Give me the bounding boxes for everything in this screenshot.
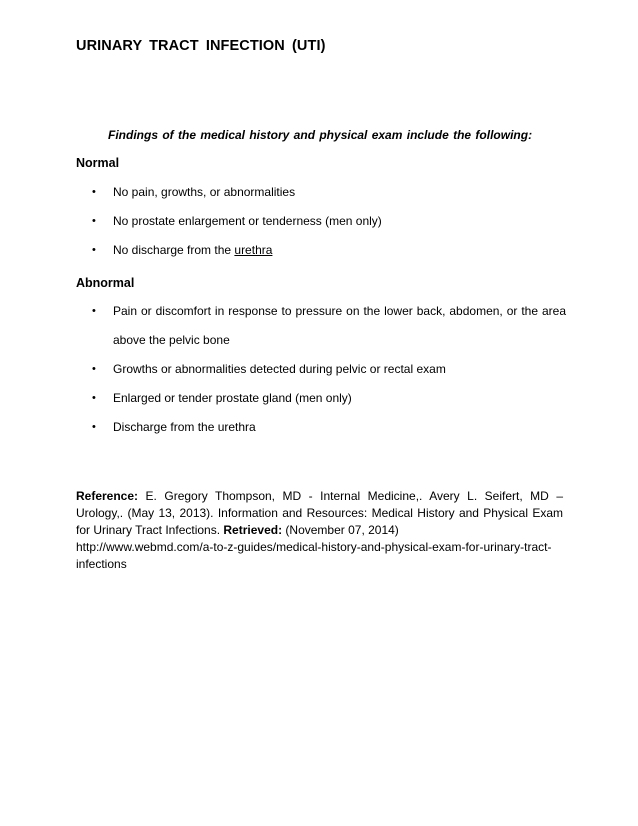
urethra-link[interactable]: urethra — [234, 243, 273, 257]
bullet-icon: • — [92, 244, 96, 256]
normal-findings-list — [76, 178, 566, 265]
findings-subtitle: Findings of the medical history and physical exam include the following: — [108, 128, 533, 142]
bullet-icon: • — [92, 363, 96, 375]
retrieved-date: (November 07, 2014) — [282, 523, 399, 537]
bullet-icon: • — [92, 421, 96, 433]
retrieved-label: Retrieved: — [223, 523, 283, 537]
bullet-icon: • — [92, 305, 96, 317]
list-item: • Enlarged or tender prostate gland (men only) — [76, 384, 566, 413]
bullet-icon: • — [92, 392, 96, 404]
list-item: • Growths or abnormalities detected during pelvic or rectal exam — [76, 355, 566, 384]
list-item: • No pain, growths, or abnormalities — [76, 178, 566, 207]
abnormal-heading: Abnormal — [76, 276, 135, 290]
abnormal-findings-list — [76, 297, 566, 442]
reference-label: Reference: — [76, 489, 139, 503]
list-item: • Pain or discomfort in response to pressure on the lower back, abdomen, or the area above the pelvic bone — [76, 297, 566, 355]
bullet-icon: • — [92, 186, 96, 198]
normal-heading: Normal — [76, 156, 120, 170]
reference-url[interactable]: http://www.webmd.com/a-to-z-guides/medical-history-and-physical-exam-for-urinary-tract-infections — [76, 540, 552, 571]
bullet-icon: • — [92, 215, 96, 227]
list-item: • No discharge from the urethra — [76, 236, 566, 265]
reference-block — [76, 488, 563, 573]
page-title: URINARY TRACT INFECTION (UTI) — [76, 38, 326, 54]
list-item: • No prostate enlargement or tenderness (men only) — [76, 207, 566, 236]
reference-text: E. Gregory Thompson, MD - Internal Medicine,. Avery L. Seifert, MD – Urology,. (May 13, 2013). Information and Resources: Medical History and Physical Exam for Urinary Tract Infections. — [76, 489, 563, 537]
list-item: • Discharge from the urethra — [76, 413, 566, 442]
